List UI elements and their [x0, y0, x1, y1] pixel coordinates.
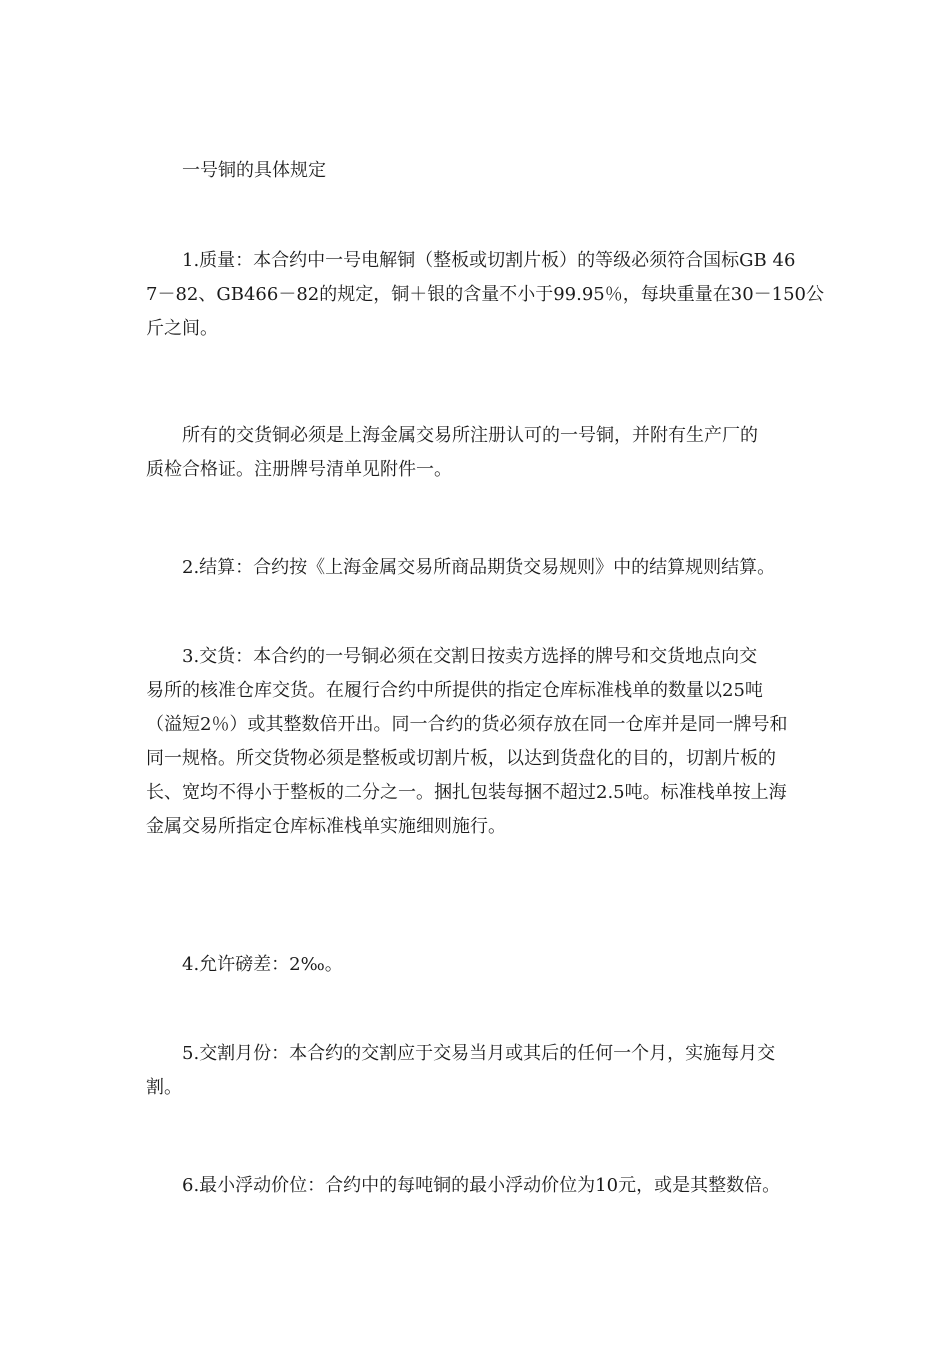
title-line: 一号铜的具体规定 — [182, 160, 326, 181]
paragraph-line: 3.交货：本合约的一号铜必须在交割日按卖方选择的牌号和交货地点向交 — [182, 646, 758, 667]
paragraph-line: 4.允许磅差：2‰。 — [182, 954, 343, 975]
paragraph-quality — [146, 244, 825, 346]
paragraph-line: 所有的交货铜必须是上海金属交易所注册认可的一号铜，并附有生产厂的 — [182, 425, 758, 446]
paragraph-settlement — [146, 551, 806, 585]
paragraph-line: 斤之间。 — [146, 318, 218, 339]
paragraph-delivery — [146, 640, 806, 844]
paragraph-line: 金属交易所指定仓库标准栈单实施细则施行。 — [146, 816, 506, 837]
paragraph-line: 长、宽均不得小于整板的二分之一。捆扎包装每捆不超过2.5吨。标准栈单按上海 — [146, 782, 787, 803]
paragraph-line: 质检合格证。注册牌号清单见附件一。 — [146, 459, 452, 480]
paragraph-tick-size — [146, 1169, 806, 1203]
paragraph-line: 7－82、GB466－82的规定，铜＋银的含量不小于99.95％，每块重量在30－150公 — [146, 284, 825, 305]
paragraph-delivery-month — [146, 1037, 806, 1105]
paragraph-line: 6.最小浮动价位：合约中的每吨铜的最小浮动价位为10元，或是其整数倍。 — [182, 1175, 781, 1196]
document-title — [146, 154, 806, 188]
paragraph-line: 易所的核准仓库交货。在履行合约中所提供的指定仓库标准栈单的数量以25吨 — [146, 680, 763, 701]
paragraph-weight-tolerance — [146, 948, 806, 982]
paragraph-line: 1.质量：本合约中一号电解铜（整板或切割片板）的等级必须符合国标GB 46 — [182, 250, 796, 271]
paragraph-line: （溢短2％）或其整数倍开出。同一合约的货必须存放在同一仓库并是同一牌号和 — [146, 714, 788, 735]
paragraph-line: 同一规格。所交货物必须是整板或切割片板，以达到货盘化的目的，切割片板的 — [146, 748, 776, 769]
paragraph-delivery-copper — [146, 419, 806, 487]
paragraph-line: 5.交割月份：本合约的交割应于交易当月或其后的任何一个月，实施每月交 — [182, 1043, 776, 1064]
paragraph-line: 2.结算：合约按《上海金属交易所商品期货交易规则》中的结算规则结算。 — [182, 557, 776, 578]
paragraph-line: 割。 — [146, 1077, 182, 1098]
